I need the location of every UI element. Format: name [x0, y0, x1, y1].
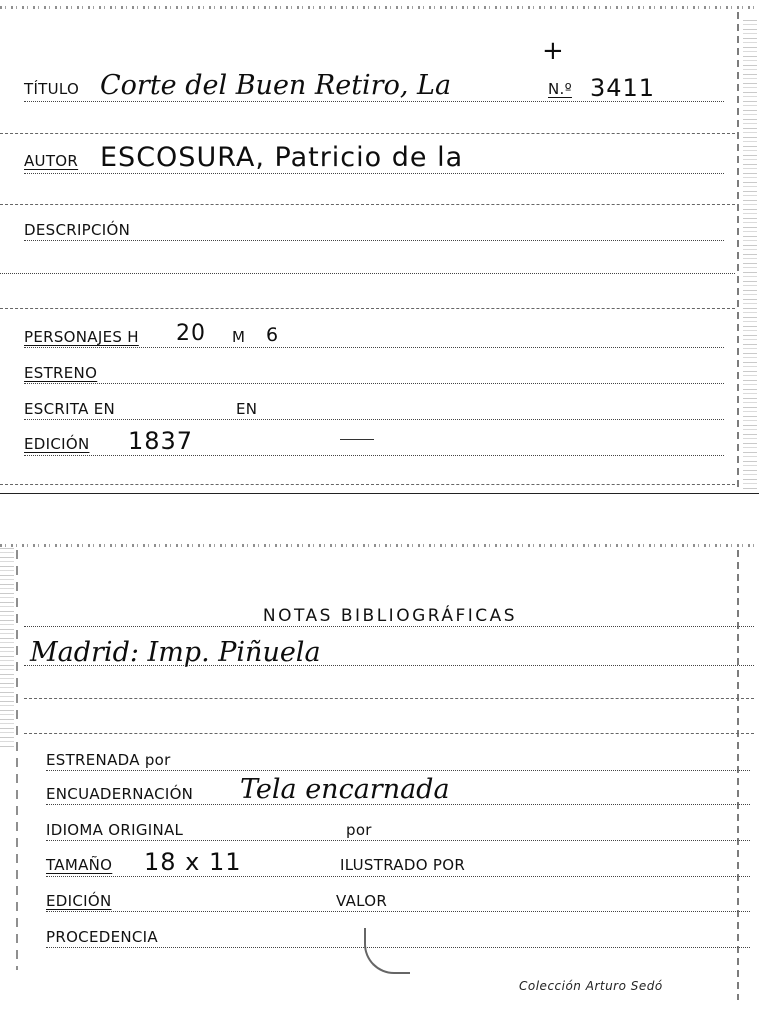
idioma-rule — [46, 840, 750, 841]
edicion-rule — [24, 455, 724, 456]
encuadernacion-value: Tela encarnada — [240, 774, 450, 805]
ink-mark — [340, 439, 374, 440]
card-top-border-right — [737, 12, 739, 490]
autor-rule — [24, 173, 724, 174]
tamano-rule — [46, 876, 750, 877]
estrenada-rule — [46, 770, 750, 771]
heading-rule — [24, 626, 754, 627]
autor-label: AUTOR — [24, 152, 79, 170]
notas-rule-1 — [24, 665, 754, 666]
catalog-card-bottom — [0, 540, 759, 1028]
notas-rule-2 — [24, 698, 754, 699]
edicion-value: 1837 — [128, 427, 194, 455]
autor-value: ESCOSURA, Patricio de la — [100, 142, 464, 173]
en-label: EN — [236, 400, 258, 418]
stamp-mark — [364, 928, 410, 974]
estreno-rule — [24, 383, 724, 384]
procedencia-label: PROCEDENCIA — [46, 928, 158, 946]
numero-label: N.º — [548, 80, 572, 98]
por-label: por — [346, 821, 372, 839]
card-top-edge-noise — [743, 20, 757, 490]
collection-footer: Colección Arturo Sedó — [519, 979, 663, 993]
separator-rule-4 — [0, 484, 735, 485]
cross-mark: + — [542, 36, 565, 66]
estrenada-label: ESTRENADA por — [46, 751, 171, 769]
titulo-label: TÍTULO — [24, 80, 80, 98]
numero-value: 3411 — [590, 74, 656, 102]
catalog-card-top — [0, 0, 759, 495]
titulo-value: Corte del Buen Retiro, La — [100, 70, 452, 101]
personajes-m-label: M — [232, 328, 246, 346]
card-top-border-top — [0, 6, 759, 9]
descripcion-rule-1 — [24, 240, 724, 241]
notas-value: Madrid: Imp. Piñuela — [30, 637, 321, 668]
notas-heading: NOTAS BIBLIOGRÁFICAS — [262, 606, 518, 626]
encuadernacion-label: ENCUADERNACIÓN — [46, 785, 194, 803]
descripcion-rule-2 — [0, 273, 735, 274]
edicion-bottom-rule — [46, 911, 750, 912]
estreno-label: ESTRENO — [24, 364, 98, 382]
separator-rule-1 — [0, 133, 735, 134]
titulo-rule — [24, 101, 724, 102]
notas-rule-3 — [24, 733, 754, 734]
separator-rule-3 — [0, 308, 735, 309]
card-top-bottom-edge — [0, 493, 759, 494]
edicion-bottom-label: EDICIÓN — [46, 892, 112, 910]
descripcion-label: DESCRIPCIÓN — [24, 221, 131, 239]
encuadernacion-rule — [46, 804, 750, 805]
card-bottom-border-top — [0, 544, 759, 547]
valor-label: VALOR — [336, 892, 388, 910]
escrita-rule — [24, 419, 724, 420]
personajes-rule — [24, 347, 724, 348]
edicion-label: EDICIÓN — [24, 435, 90, 453]
personajes-m-value: 6 — [266, 324, 280, 346]
separator-rule-2 — [0, 204, 735, 205]
personajes-h-value: 20 — [176, 321, 206, 346]
tamano-label: TAMAÑO — [46, 856, 113, 874]
ilustrado-label: ILUSTRADO POR — [340, 856, 466, 874]
tamano-value: 18 x 11 — [144, 848, 242, 876]
idioma-label: IDIOMA ORIGINAL — [46, 821, 184, 839]
escrita-en-label: ESCRITA EN — [24, 400, 116, 418]
personajes-label: PERSONAJES H — [24, 328, 139, 346]
card-bottom-edge-noise — [0, 548, 14, 748]
procedencia-rule — [46, 947, 750, 948]
